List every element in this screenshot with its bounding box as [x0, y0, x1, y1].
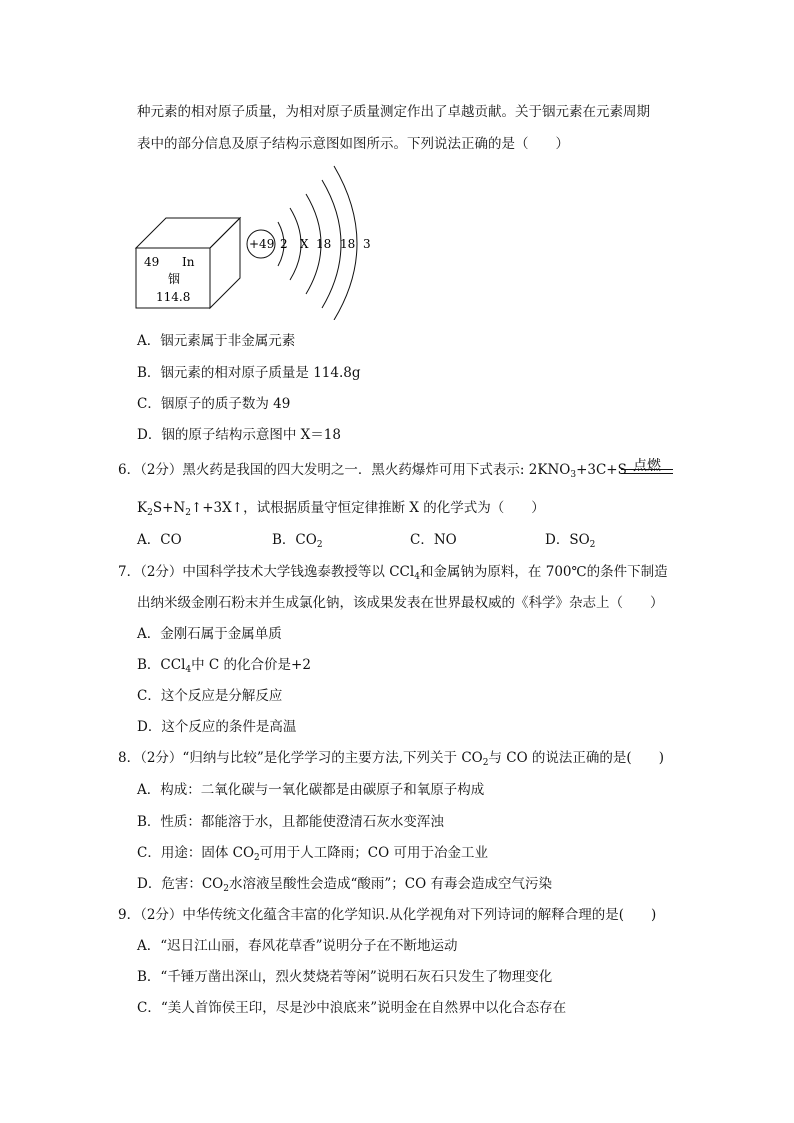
q6-equals-bar-bottom [621, 473, 673, 474]
q8-option-b[interactable]: B．性质：都能溶于水，且都能使澄清石灰水变浑浊 [137, 814, 444, 830]
q9-stem: 9．（2分）中华传统文化蕴含丰富的化学知识.从化学视角对下列诗词的解释合理的是( ) [118, 907, 657, 923]
q9-option-a[interactable]: A．“迟日江山丽，春风花草香”说明分子在不断地运动 [137, 938, 458, 954]
q5-stem-line2: 表中的部分信息及原子结构示意图如图所示。下列说法正确的是（ ） [137, 136, 569, 152]
q5-option-d[interactable]: D．铟的原子结构示意图中 X＝18 [137, 427, 341, 443]
q5-option-a[interactable]: A．铟元素属于非金属元素 [137, 333, 296, 349]
element-atomic-mass: 114.8 [156, 290, 191, 304]
q6-stem-line1: 6．（2分）黑火药是我国的四大发明之一．黑火药爆炸可用下式表示: $2KNO_3+3C+S$ [118, 462, 627, 480]
q7-stem-line2: 出纳米级金刚石粉末并生成氯化钠，该成果发表在世界最权威的《科学》杂志上（ ） [137, 595, 664, 611]
q7-stem-line1: 7．（2分）中国科学技术大学钱逸泰教授等以 CCl$_4$和金属钠为原料，在 700℃的条件下制造 [118, 564, 668, 582]
q9-option-c[interactable]: C．“美人首饰侯王印，尽是沙中浪底来”说明金在自然界中以化合态存在 [137, 1000, 567, 1016]
q6-reaction-condition: 点燃 [633, 458, 661, 474]
q8-option-c[interactable]: C．用途：固体 $CO_2$可用于人工降雨；CO 可用于冶金工业 [137, 845, 488, 863]
element-symbol: In [182, 255, 195, 269]
shell-3-count: 18 [316, 237, 332, 251]
q8-option-d[interactable]: D．危害：$CO_2$水溶液呈酸性会造成“酸雨”；CO 有毒会造成空气污染 [137, 876, 552, 894]
q6-option-d[interactable]: D．$SO_2$ [545, 532, 596, 550]
q6-option-b[interactable]: B．$CO_2$ [272, 532, 323, 550]
element-atomic-number: 49 [144, 255, 160, 269]
q7-option-a[interactable]: A．金刚石属于金属单质 [137, 626, 282, 642]
q6-equals-bar-top [621, 469, 673, 470]
q6-option-a[interactable]: A．CO [137, 532, 182, 548]
nucleus-charge: +49 [249, 237, 275, 251]
indium-figure [130, 160, 390, 320]
q6-option-c[interactable]: C．NO [410, 532, 457, 548]
shell-2-count: X [300, 237, 309, 251]
q7-option-c[interactable]: C．这个反应是分解反应 [137, 688, 283, 704]
q5-stem-line1: 种元素的相对原子质量，为相对原子质量测定作出了卓越贡献。关于铟元素在元素周期 [137, 104, 650, 120]
element-name: 铟 [168, 272, 181, 286]
q8-option-a[interactable]: A．构成：二氧化碳与一氧化碳都是由碳原子和氧原子构成 [137, 782, 485, 798]
q5-option-b[interactable]: B．铟元素的相对原子质量是 114.8g [137, 365, 361, 381]
q9-option-b[interactable]: B．“千锤万凿出深山，烈火焚烧若等闲”说明石灰石只发生了物理变化 [137, 969, 553, 985]
shell-1-count: 2 [280, 237, 288, 251]
shell-5-count: 3 [363, 237, 371, 251]
q5-option-c[interactable]: C．铟原子的质子数为 49 [137, 396, 291, 412]
q6-stem-line2: $K_2S+N_2↑+3X↑$，试根据质量守恒定律推断 X 的化学式为（ ） [137, 500, 545, 518]
q8-stem: 8．（2分）“归纳与比较”是化学学习的主要方法,下列关于 $CO_2$与 CO 的说法正确的是( ) [118, 750, 664, 768]
q7-option-b[interactable]: B．CCl$_4$中 C 的化合价是+2 [137, 657, 311, 675]
shell-4-count: 18 [340, 237, 356, 251]
q7-option-d[interactable]: D．这个反应的条件是高温 [137, 719, 297, 735]
